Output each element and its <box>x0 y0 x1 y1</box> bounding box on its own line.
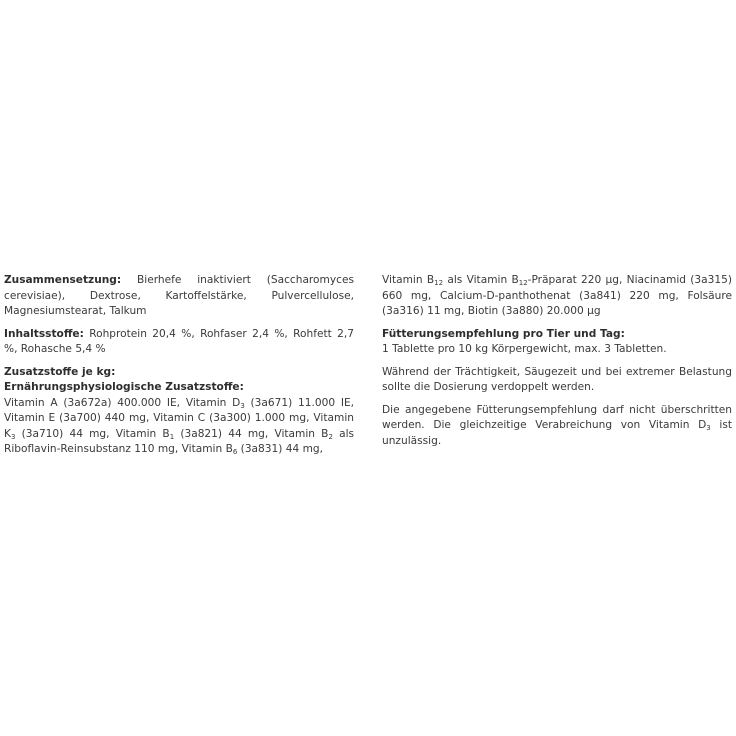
additive-vitamin-k: Vitamin $K_3$ (3a710) 44 mg, <box>4 412 354 441</box>
additives-list <box>4 396 354 458</box>
nutritional-heading: Ernährungsphysiologische Zusatzstoffe: <box>4 381 244 393</box>
pregnancy-text: Während der Trächtigkeit, Säugezeit und bei extremer Belastung sollte die Dosierung verdoppelt werden. <box>382 365 732 393</box>
left-column <box>4 273 354 458</box>
additive-calcium: Calcium-D-panthothenat (3a841) 220 mg, <box>439 289 679 302</box>
additives-continued <box>382 273 732 320</box>
additive-biotin: Biotin (3a880) 20.000 µg <box>467 305 601 317</box>
additive-vitamin-c: Vitamin C (3a300) 1.000 mg, <box>153 412 310 424</box>
constituents-label: Inhaltsstoffe: <box>4 327 84 340</box>
constituents-paragraph <box>4 327 354 358</box>
additive-vitamin-b12: Vitamin $B_{12}$ als Vitamin $B_{12}$-Präparat 220 µg, <box>382 274 623 287</box>
warning-vitamin-d: Vitamin $D_3$ ist unzulässig. <box>382 419 733 447</box>
additive-vitamin-d: Vitamin $D_3$ (3a671) 11.000 IE, <box>185 396 355 410</box>
additive-folic-acid: Folsäure (3a316) 11 mg, <box>382 289 732 317</box>
additive-vitamin-b1: Vitamin $B_1$ (3a821) 44 mg, <box>115 427 269 441</box>
constituents-text: Rohprotein 20,4 %, Rohfaser 2,4 %, Rohfett 2,7 %, Rohasche 5,4 % <box>4 327 354 355</box>
feeding-text: 1 Tablette pro 10 kg Körpergewicht, max. 3 Tabletten. <box>382 343 667 355</box>
composition-label: Zusammensetzung: <box>4 274 122 286</box>
additive-vitamin-b2: Vitamin $B_2$ als Riboflavin-Reinsubstanz 110 mg, <box>4 427 355 455</box>
additive-niacinamide: Niacinamid (3a315) 660 mg, <box>382 274 732 302</box>
additive-vitamin-a: Vitamin A (3a672a) 400.000 IE, <box>4 396 181 409</box>
right-column <box>382 273 732 449</box>
composition-text: Bierhefe inaktiviert (Saccharomyces cerevisiae), Dextrose, Kartoffelstärke, Pulvercellulose, Magnesiumstearat, Talkum <box>4 274 354 317</box>
composition-paragraph <box>4 273 354 320</box>
warning-text: Die angegebene Fütterungsempfehlung darf nicht überschritten werden. Die gleichzeitige Verabreichung von <box>382 403 732 431</box>
additives-heading: Zusatzstoffe je kg: <box>4 365 116 378</box>
feeding-heading: Fütterungsempfehlung pro Tier und Tag: <box>382 327 625 340</box>
additive-vitamin-b6: Vitamin $B_6$ (3a831) 44 mg, <box>181 443 324 456</box>
warning-paragraph <box>382 403 732 450</box>
additive-vitamin-e: Vitamin E (3a700) 440 mg, <box>4 412 150 424</box>
